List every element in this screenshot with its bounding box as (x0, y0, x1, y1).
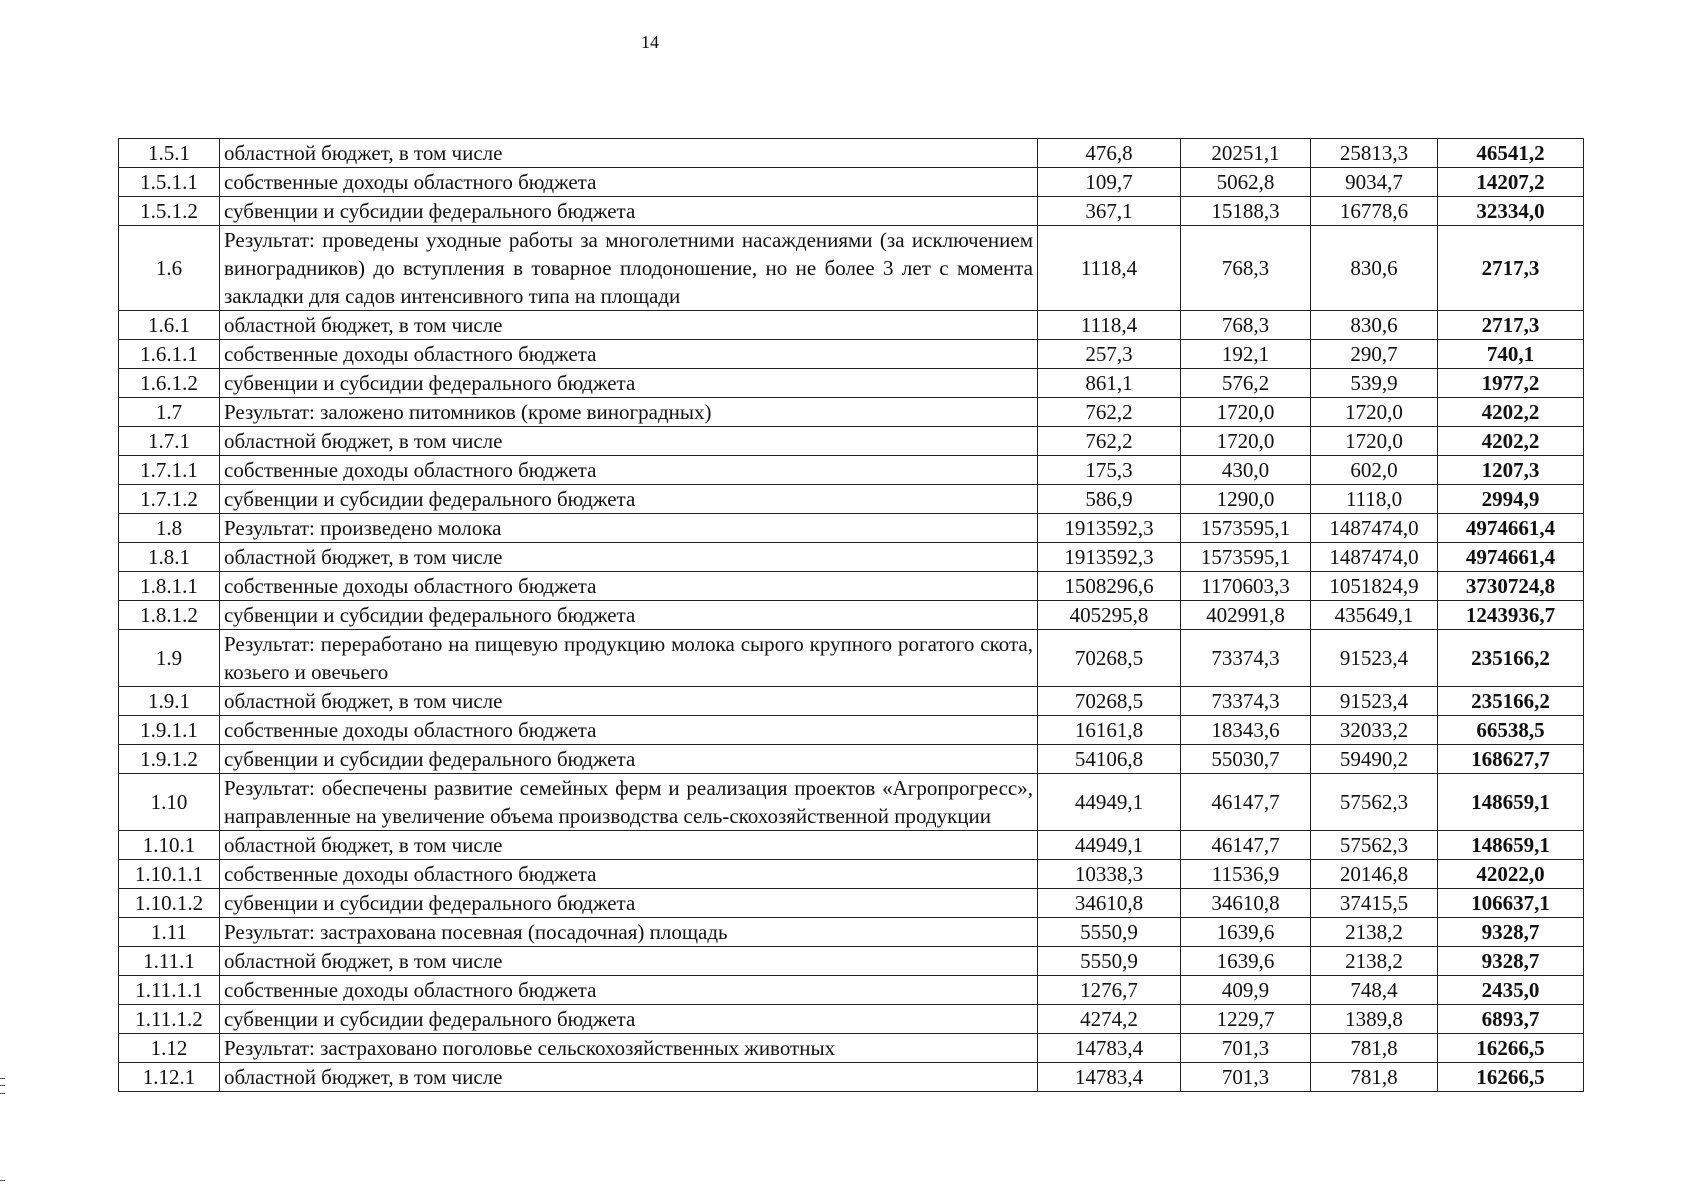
table-row (119, 831, 1584, 860)
page-number: 14 (641, 32, 659, 52)
table-row (119, 976, 1584, 1005)
row-description: собственные доходы областного бюджета (220, 860, 1038, 889)
value-year-3: 539,9 (1311, 369, 1438, 398)
value-year-3: 830,6 (1311, 226, 1438, 311)
margin-mark (0, 1078, 5, 1094)
row-number: 1.11.1 (119, 947, 220, 976)
table-row (119, 485, 1584, 514)
value-year-1: 14783,4 (1038, 1063, 1181, 1092)
row-description: собственные доходы областного бюджета (220, 572, 1038, 601)
value-year-2: 11536,9 (1181, 860, 1311, 889)
value-year-1: 5550,9 (1038, 918, 1181, 947)
value-year-3: 1051824,9 (1311, 572, 1438, 601)
value-year-1: 1508296,6 (1038, 572, 1181, 601)
value-year-1: 586,9 (1038, 485, 1181, 514)
value-year-1: 405295,8 (1038, 601, 1181, 630)
table-row (119, 139, 1584, 168)
row-description: областной бюджет, в том числе (220, 311, 1038, 340)
row-description: собственные доходы областного бюджета (220, 168, 1038, 197)
value-year-3: 781,8 (1311, 1034, 1438, 1063)
row-number: 1.7.1.2 (119, 485, 220, 514)
row-number: 1.5.1 (119, 139, 220, 168)
value-year-3: 435649,1 (1311, 601, 1438, 630)
value-year-2: 1720,0 (1181, 398, 1311, 427)
value-total: 1977,2 (1438, 369, 1584, 398)
value-year-2: 768,3 (1181, 226, 1311, 311)
value-year-1: 10338,3 (1038, 860, 1181, 889)
row-description: субвенции и субсидии федерального бюджета (220, 485, 1038, 514)
value-year-1: 14783,4 (1038, 1034, 1181, 1063)
row-number: 1.10 (119, 774, 220, 831)
value-year-3: 32033,2 (1311, 716, 1438, 745)
row-number: 1.8.1.2 (119, 601, 220, 630)
table-row (119, 311, 1584, 340)
value-year-2: 1170603,3 (1181, 572, 1311, 601)
row-description: областной бюджет, в том числе (220, 427, 1038, 456)
table-row (119, 947, 1584, 976)
row-number: 1.8.1.1 (119, 572, 220, 601)
row-description: областной бюджет, в том числе (220, 831, 1038, 860)
table-row (119, 601, 1584, 630)
row-description: областной бюджет, в том числе (220, 1063, 1038, 1092)
value-total: 2717,3 (1438, 226, 1584, 311)
value-total: 14207,2 (1438, 168, 1584, 197)
value-total: 32334,0 (1438, 197, 1584, 226)
row-description: субвенции и субсидии федерального бюджета (220, 745, 1038, 774)
value-year-2: 701,3 (1181, 1034, 1311, 1063)
value-total: 4974661,4 (1438, 543, 1584, 572)
value-total: 16266,5 (1438, 1063, 1584, 1092)
table-row (119, 543, 1584, 572)
value-year-3: 2138,2 (1311, 918, 1438, 947)
value-year-2: 430,0 (1181, 456, 1311, 485)
value-year-2: 20251,1 (1181, 139, 1311, 168)
value-year-1: 109,7 (1038, 168, 1181, 197)
row-description: Результат: проведены уходные работы за многолетними насаждениями (за исключением виноградников) до вступления в товарное плодоношение, но не более 3 лет с момента закладки для садов интенсивного типа на площади (220, 226, 1038, 311)
row-number: 1.6 (119, 226, 220, 311)
value-total: 3730724,8 (1438, 572, 1584, 601)
value-total: 2717,3 (1438, 311, 1584, 340)
row-description: областной бюджет, в том числе (220, 687, 1038, 716)
value-year-2: 701,3 (1181, 1063, 1311, 1092)
value-year-2: 1639,6 (1181, 918, 1311, 947)
row-number: 1.6.1 (119, 311, 220, 340)
table-row (119, 340, 1584, 369)
table-body (119, 139, 1584, 1092)
value-year-3: 1487474,0 (1311, 543, 1438, 572)
value-year-1: 861,1 (1038, 369, 1181, 398)
value-year-1: 54106,8 (1038, 745, 1181, 774)
value-year-1: 34610,8 (1038, 889, 1181, 918)
row-number: 1.8 (119, 514, 220, 543)
value-year-2: 15188,3 (1181, 197, 1311, 226)
value-total: 235166,2 (1438, 630, 1584, 687)
value-year-2: 46147,7 (1181, 774, 1311, 831)
value-year-2: 5062,8 (1181, 168, 1311, 197)
value-year-2: 55030,7 (1181, 745, 1311, 774)
table-row (119, 687, 1584, 716)
margin-dash (0, 1180, 5, 1181)
value-year-2: 1573595,1 (1181, 514, 1311, 543)
value-year-2: 576,2 (1181, 369, 1311, 398)
value-year-1: 175,3 (1038, 456, 1181, 485)
value-year-3: 57562,3 (1311, 831, 1438, 860)
value-year-1: 44949,1 (1038, 831, 1181, 860)
row-description: областной бюджет, в том числе (220, 139, 1038, 168)
row-number: 1.11.1.2 (119, 1005, 220, 1034)
value-year-2: 1573595,1 (1181, 543, 1311, 572)
value-year-2: 73374,3 (1181, 630, 1311, 687)
value-year-2: 402991,8 (1181, 601, 1311, 630)
table-row (119, 774, 1584, 831)
value-total: 235166,2 (1438, 687, 1584, 716)
row-description: субвенции и субсидии федерального бюджета (220, 1005, 1038, 1034)
row-description: субвенции и субсидии федерального бюджета (220, 369, 1038, 398)
value-total: 4202,2 (1438, 427, 1584, 456)
table-row (119, 889, 1584, 918)
value-total: 9328,7 (1438, 947, 1584, 976)
value-year-1: 16161,8 (1038, 716, 1181, 745)
row-number: 1.11.1.1 (119, 976, 220, 1005)
row-description: Результат: произведено молока (220, 514, 1038, 543)
row-number: 1.12.1 (119, 1063, 220, 1092)
value-year-2: 192,1 (1181, 340, 1311, 369)
value-total: 9328,7 (1438, 918, 1584, 947)
value-total: 1243936,7 (1438, 601, 1584, 630)
row-description: собственные доходы областного бюджета (220, 340, 1038, 369)
value-year-3: 781,8 (1311, 1063, 1438, 1092)
table-row (119, 168, 1584, 197)
value-year-3: 1389,8 (1311, 1005, 1438, 1034)
row-number: 1.10.1.2 (119, 889, 220, 918)
value-year-3: 37415,5 (1311, 889, 1438, 918)
value-year-1: 5550,9 (1038, 947, 1181, 976)
value-year-3: 16778,6 (1311, 197, 1438, 226)
value-year-1: 1913592,3 (1038, 543, 1181, 572)
table-row (119, 1063, 1584, 1092)
row-description: Результат: застрахована посевная (посадочная) площадь (220, 918, 1038, 947)
value-year-3: 1118,0 (1311, 485, 1438, 514)
value-total: 2435,0 (1438, 976, 1584, 1005)
value-year-3: 290,7 (1311, 340, 1438, 369)
table-row (119, 456, 1584, 485)
row-description: субвенции и субсидии федерального бюджета (220, 197, 1038, 226)
value-year-2: 1720,0 (1181, 427, 1311, 456)
value-total: 66538,5 (1438, 716, 1584, 745)
row-description: субвенции и субсидии федерального бюджета (220, 889, 1038, 918)
value-year-1: 70268,5 (1038, 630, 1181, 687)
row-number: 1.9 (119, 630, 220, 687)
table-row (119, 514, 1584, 543)
table-row (119, 860, 1584, 889)
row-number: 1.5.1.2 (119, 197, 220, 226)
table-row (119, 197, 1584, 226)
row-number: 1.9.1 (119, 687, 220, 716)
row-number: 1.10.1.1 (119, 860, 220, 889)
value-year-2: 73374,3 (1181, 687, 1311, 716)
value-year-3: 1720,0 (1311, 398, 1438, 427)
row-number: 1.9.1.2 (119, 745, 220, 774)
table-row (119, 1005, 1584, 1034)
value-total: 46541,2 (1438, 139, 1584, 168)
value-total: 4202,2 (1438, 398, 1584, 427)
row-number: 1.7 (119, 398, 220, 427)
table-row (119, 398, 1584, 427)
table-row (119, 226, 1584, 311)
value-year-3: 1487474,0 (1311, 514, 1438, 543)
row-number: 1.7.1 (119, 427, 220, 456)
value-year-2: 1639,6 (1181, 947, 1311, 976)
value-year-1: 70268,5 (1038, 687, 1181, 716)
row-number: 1.6.1.1 (119, 340, 220, 369)
row-description: областной бюджет, в том числе (220, 543, 1038, 572)
value-year-1: 4274,2 (1038, 1005, 1181, 1034)
value-year-3: 59490,2 (1311, 745, 1438, 774)
row-number: 1.11 (119, 918, 220, 947)
value-year-1: 476,8 (1038, 139, 1181, 168)
value-total: 148659,1 (1438, 774, 1584, 831)
value-year-1: 44949,1 (1038, 774, 1181, 831)
value-year-1: 1118,4 (1038, 311, 1181, 340)
value-total: 6893,7 (1438, 1005, 1584, 1034)
row-description: собственные доходы областного бюджета (220, 716, 1038, 745)
value-year-2: 1290,0 (1181, 485, 1311, 514)
table-row (119, 427, 1584, 456)
value-year-3: 602,0 (1311, 456, 1438, 485)
row-description: субвенции и субсидии федерального бюджета (220, 601, 1038, 630)
value-year-2: 1229,7 (1181, 1005, 1311, 1034)
value-year-2: 409,9 (1181, 976, 1311, 1005)
row-description: Результат: застраховано поголовье сельскохозяйственных животных (220, 1034, 1038, 1063)
row-description: Результат: заложено питомников (кроме виноградных) (220, 398, 1038, 427)
table-row (119, 1034, 1584, 1063)
value-year-3: 91523,4 (1311, 687, 1438, 716)
row-description: Результат: переработано на пищевую продукцию молока сырого крупного рогатого скота, козьего и овечьего (220, 630, 1038, 687)
value-year-3: 2138,2 (1311, 947, 1438, 976)
value-total: 106637,1 (1438, 889, 1584, 918)
row-number: 1.6.1.2 (119, 369, 220, 398)
value-year-3: 830,6 (1311, 311, 1438, 340)
value-year-1: 257,3 (1038, 340, 1181, 369)
row-description: собственные доходы областного бюджета (220, 456, 1038, 485)
row-number: 1.10.1 (119, 831, 220, 860)
value-year-1: 762,2 (1038, 427, 1181, 456)
value-year-1: 1276,7 (1038, 976, 1181, 1005)
table-row (119, 918, 1584, 947)
value-total: 148659,1 (1438, 831, 1584, 860)
row-description: областной бюджет, в том числе (220, 947, 1038, 976)
value-total: 16266,5 (1438, 1034, 1584, 1063)
row-number: 1.9.1.1 (119, 716, 220, 745)
value-total: 740,1 (1438, 340, 1584, 369)
row-description: собственные доходы областного бюджета (220, 976, 1038, 1005)
table-row (119, 572, 1584, 601)
value-year-3: 25813,3 (1311, 139, 1438, 168)
value-year-3: 91523,4 (1311, 630, 1438, 687)
value-total: 168627,7 (1438, 745, 1584, 774)
table-row (119, 369, 1584, 398)
value-total: 2994,9 (1438, 485, 1584, 514)
value-year-3: 20146,8 (1311, 860, 1438, 889)
row-number: 1.8.1 (119, 543, 220, 572)
value-total: 4974661,4 (1438, 514, 1584, 543)
value-year-2: 18343,6 (1181, 716, 1311, 745)
value-total: 1207,3 (1438, 456, 1584, 485)
value-year-3: 1720,0 (1311, 427, 1438, 456)
value-year-1: 1913592,3 (1038, 514, 1181, 543)
row-description: Результат: обеспечены развитие семейных ферм и реализация проектов «Агропрогресс», направленные на увеличение объема производства сель-скохозяйственной продукции (220, 774, 1038, 831)
value-year-3: 9034,7 (1311, 168, 1438, 197)
value-year-1: 1118,4 (1038, 226, 1181, 311)
row-number: 1.5.1.1 (119, 168, 220, 197)
table-row (119, 630, 1584, 687)
table-row (119, 745, 1584, 774)
value-total: 42022,0 (1438, 860, 1584, 889)
value-year-3: 748,4 (1311, 976, 1438, 1005)
value-year-2: 46147,7 (1181, 831, 1311, 860)
value-year-2: 34610,8 (1181, 889, 1311, 918)
row-number: 1.7.1.1 (119, 456, 220, 485)
value-year-2: 768,3 (1181, 311, 1311, 340)
value-year-1: 762,2 (1038, 398, 1181, 427)
budget-table (118, 138, 1584, 1092)
value-year-3: 57562,3 (1311, 774, 1438, 831)
table-row (119, 716, 1584, 745)
row-number: 1.12 (119, 1034, 220, 1063)
value-year-1: 367,1 (1038, 197, 1181, 226)
